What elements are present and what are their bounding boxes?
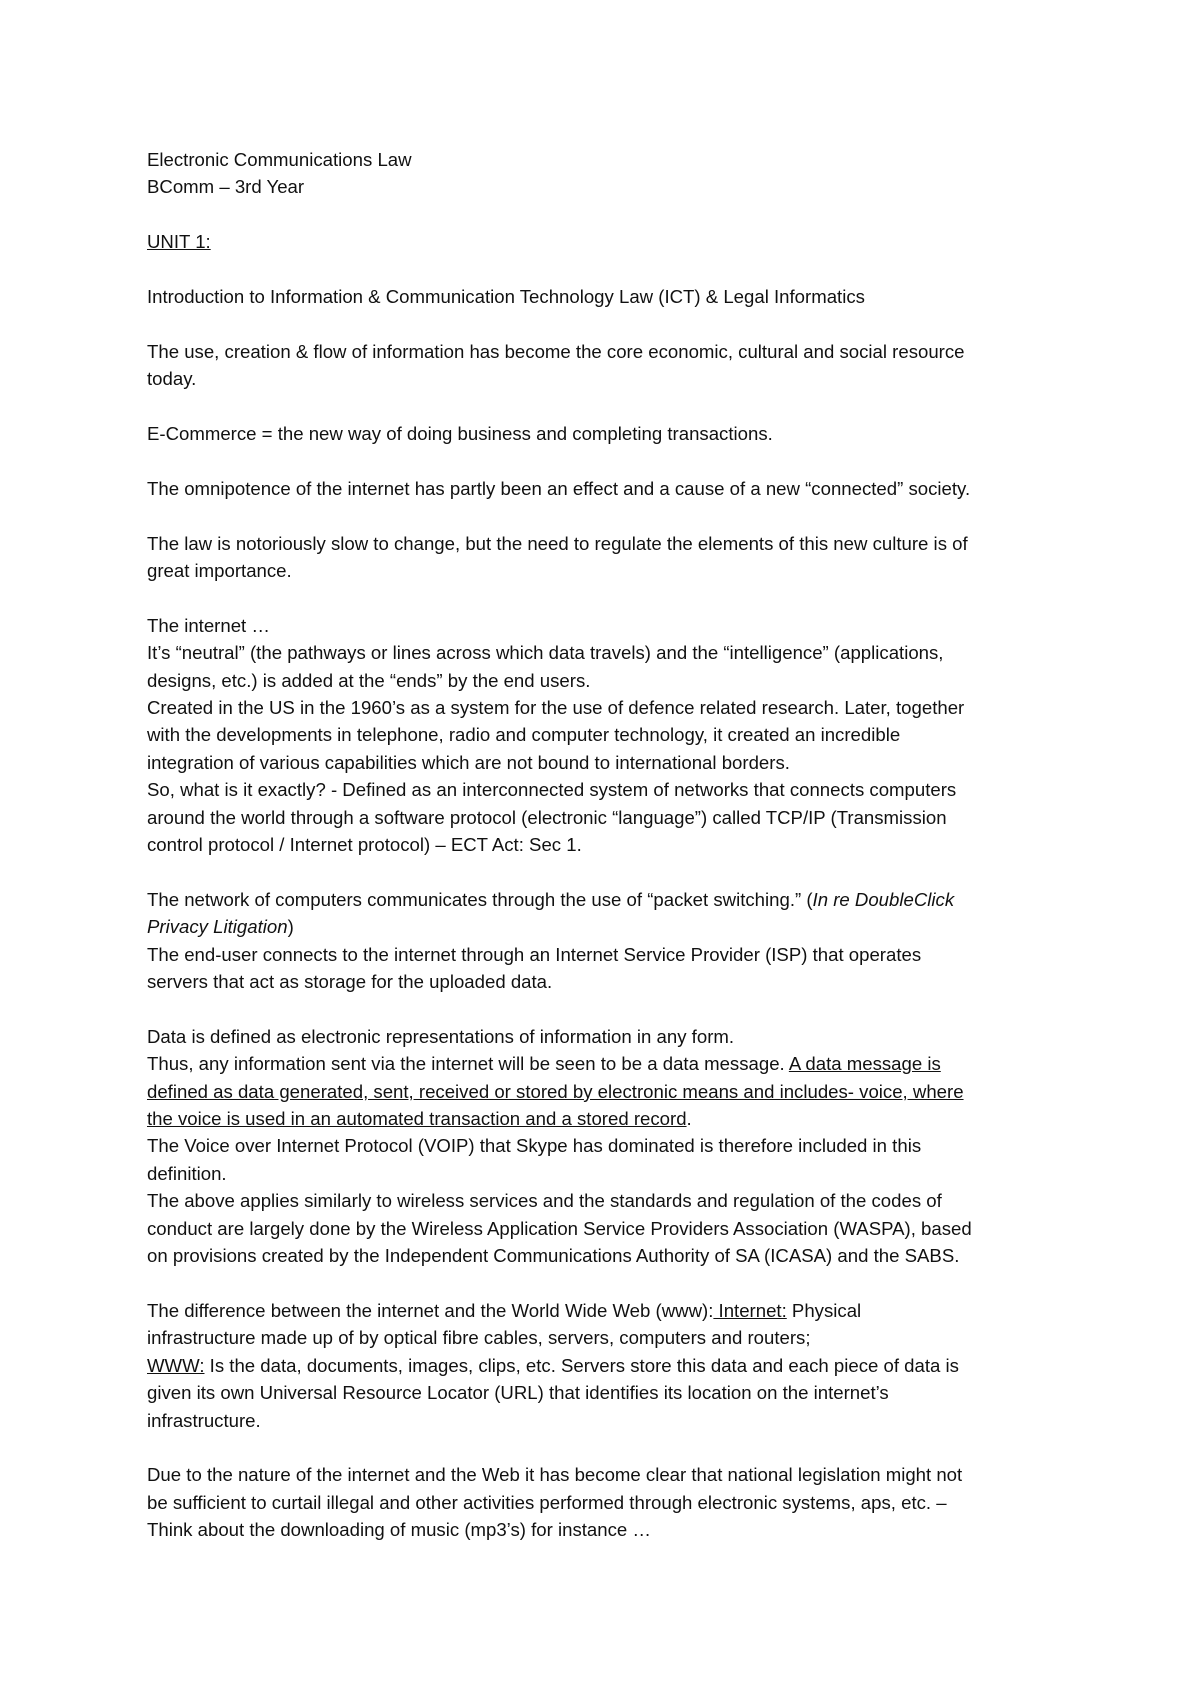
paragraph-line: The internet …: [147, 614, 270, 636]
text-run: Is the data, documents, images, clips, etc. Servers store this data and each piece of data is: [204, 1354, 959, 1376]
paragraph-line: The Voice over Internet Protocol (VOIP) that Skype has dominated is therefore included in this: [147, 1135, 922, 1157]
paragraph-line: The above applies similarly to wireless services and the standards and regulation of the codes of: [147, 1190, 942, 1212]
paragraph-line: designs, etc.) is added at the “ends” by the end users.: [147, 669, 591, 691]
paragraph-line: [147, 1297, 1097, 1324]
paragraph-line: on provisions created by the Independent Communications Authority of SA (ICASA) and the SABS.: [147, 1245, 960, 1267]
paragraph-line: given its own Universal Resource Locator (URL) that identifies its location on the internet’s: [147, 1382, 889, 1404]
paragraph-line: The omnipotence of the internet has partly been an effect and a cause of a new “connected” society.: [147, 477, 971, 499]
paragraph-line: [147, 1078, 1097, 1105]
paragraph-line: conduct are largely done by the Wireless Application Service Providers Association (WASPA), based: [147, 1217, 972, 1239]
document-body: [147, 146, 1097, 1544]
paragraph-line: The end-user connects to the internet through an Internet Service Provider (ISP) that operates: [147, 943, 922, 965]
paragraph-line: The law is notoriously slow to change, but the need to regulate the elements of this new culture is of: [147, 532, 968, 554]
paragraph-line: [147, 886, 1097, 913]
paragraph-line: Due to the nature of the internet and the Web it has become clear that national legislation might not: [147, 1464, 963, 1486]
paragraph-line: integration of various capabilities which are not bound to international borders.: [147, 751, 790, 773]
text-run: The network of computers communicates through the use of “packet switching.” (: [147, 888, 813, 910]
paragraph-line: control protocol / Internet protocol) – ECT Act: Sec 1.: [147, 834, 582, 856]
underlined-term: Internet:: [713, 1299, 787, 1321]
paragraph-line: [147, 1105, 1097, 1132]
underlined-definition: A data message is: [788, 1053, 941, 1075]
paragraph-line: Data is defined as electronic representations of information in any form.: [147, 1025, 735, 1047]
text-run: ): [287, 916, 294, 938]
intro-heading: Introduction to Information & Communication Technology Law (ICT) & Legal Informatics: [147, 286, 865, 307]
paragraph-line: [147, 913, 1097, 940]
paragraph-line: It’s “neutral” (the pathways or lines across which data travels) and the “intelligence” (applications,: [147, 642, 944, 664]
underlined-definition: the voice is used in an automated transaction and a stored record: [147, 1108, 687, 1130]
paragraph-line: around the world through a software protocol (electronic “language”) called TCP/IP (Transmission: [147, 806, 947, 828]
paragraph-line: infrastructure made up of by optical fibre cables, servers, computers and routers;: [147, 1327, 811, 1349]
paragraph-line: be sufficient to curtail illegal and other activities performed through electronic systems, aps, etc. –: [147, 1491, 947, 1513]
underlined-term: WWW:: [147, 1354, 205, 1376]
text-run: .: [686, 1108, 692, 1130]
paragraph-line: Created in the US in the 1960’s as a system for the use of defence related research. Later, together: [147, 697, 965, 719]
case-citation: In re DoubleClick: [812, 888, 955, 910]
paragraph-line: great importance.: [147, 560, 292, 581]
paragraph-line: infrastructure.: [147, 1409, 261, 1431]
paragraph-line: [147, 1352, 1097, 1379]
paragraph-line: E-Commerce = the new way of doing business and completing transactions.: [147, 423, 773, 444]
text-run: Thus, any information sent via the internet will be seen to be a data message.: [147, 1053, 789, 1075]
text-run: Physical: [786, 1299, 862, 1321]
paragraph-line: [147, 1050, 1097, 1077]
paragraph-line: Think about the downloading of music (mp3’s) for instance …: [147, 1519, 652, 1541]
document-subtitle: BComm – 3rd Year: [147, 176, 305, 198]
paragraph-line: servers that act as storage for the uploaded data.: [147, 971, 553, 993]
case-citation: Privacy Litigation: [147, 916, 288, 938]
paragraph-line: definition.: [147, 1162, 227, 1184]
paragraph-line: with the developments in telephone, radio and computer technology, it created an incredible: [147, 724, 901, 746]
text-run: The difference between the internet and the World Wide Web (www):: [147, 1299, 714, 1321]
paragraph-line: So, what is it exactly? - Defined as an interconnected system of networks that connects computers: [147, 779, 957, 801]
paragraph-line: today.: [147, 368, 197, 390]
underlined-definition: defined as data generated, sent, received or stored by electronic means and includes- voice, where: [147, 1080, 964, 1102]
document-title: Electronic Communications Law: [147, 149, 412, 170]
unit-heading: UNIT 1:: [147, 231, 211, 253]
paragraph-line: The use, creation & flow of information has become the core economic, cultural and social resource: [147, 340, 965, 362]
